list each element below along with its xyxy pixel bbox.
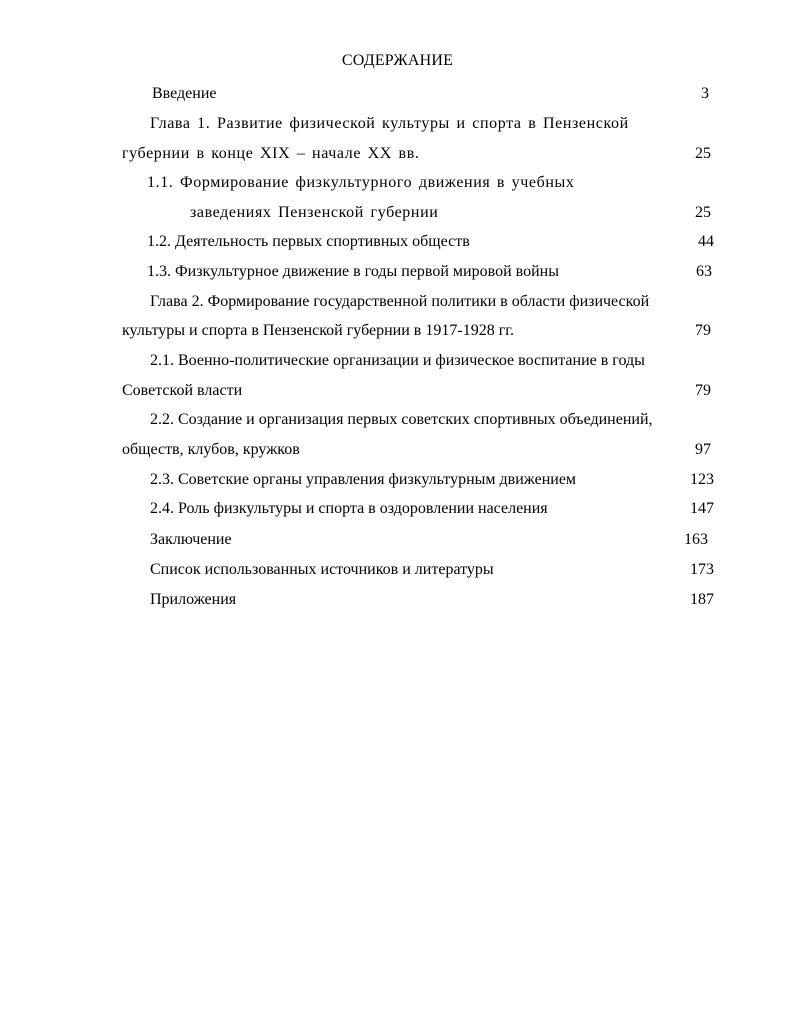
toc-page-bibliography: 173	[690, 561, 714, 578]
toc-entry-chapter-2-cont: культуры и спорта в Пензенской губернии в 1917-1928 гг.	[122, 322, 515, 339]
toc-entry-conclusion: Заключение	[150, 531, 232, 548]
toc-entry-chapter-1-cont: губернии в конце XIX – начале XX вв.	[122, 145, 420, 162]
toc-title: СОДЕРЖАНИЕ	[341, 52, 454, 69]
toc-entry-2-3: 2.3. Советские органы управления физкультурным движением	[150, 471, 577, 488]
toc-entry-1-3: 1.3. Физкультурное движение в годы первой мировой войны	[147, 263, 559, 280]
toc-page-2-2: 97	[695, 441, 711, 458]
toc-entry-2-1: 2.1. Военно-политические организации и физическое воспитание в годы	[150, 352, 645, 369]
toc-entry-1-2: 1.2. Деятельность первых спортивных обществ	[147, 233, 470, 250]
toc-page-chapter-2: 79	[695, 322, 711, 339]
toc-page-1-1: 25	[695, 204, 711, 221]
toc-page-2-1: 79	[695, 382, 711, 399]
toc-entry-2-4: 2.4. Роль физкультуры и спорта в оздоровлении населения	[150, 500, 548, 517]
toc-page-intro: 3	[701, 85, 709, 102]
toc-entry-chapter-2: Глава 2. Формирование государственной политики в области физической	[150, 293, 650, 310]
toc-entry-chapter-1: Глава 1. Развитие физической культуры и спорта в Пензенской	[150, 115, 629, 132]
toc-page-appendices: 187	[690, 591, 714, 608]
toc-page-2-4: 147	[690, 500, 714, 517]
toc-page-conclusion: 163	[684, 531, 708, 548]
toc-entry-2-2-cont: обществ, клубов, кружков	[122, 441, 300, 458]
toc-entry-appendices: Приложения	[150, 591, 237, 608]
toc-entry-intro: Введение	[152, 85, 217, 102]
toc-entry-1-1: 1.1. Формирование физкультурного движения в учебных	[147, 174, 575, 191]
toc-page-1-3: 63	[696, 263, 712, 280]
toc-page-2-3: 123	[690, 471, 714, 488]
toc-page-chapter-1: 25	[695, 145, 711, 162]
toc-entry-1-1-cont: заведениях Пензенской губернии	[190, 204, 439, 221]
toc-entry-bibliography: Список использованных источников и литературы	[150, 561, 494, 578]
toc-entry-2-2: 2.2. Создание и организация первых советских спортивных объединений,	[150, 411, 653, 428]
toc-entry-2-1-cont: Советской власти	[122, 382, 243, 399]
toc-page-1-2: 44	[698, 233, 714, 250]
